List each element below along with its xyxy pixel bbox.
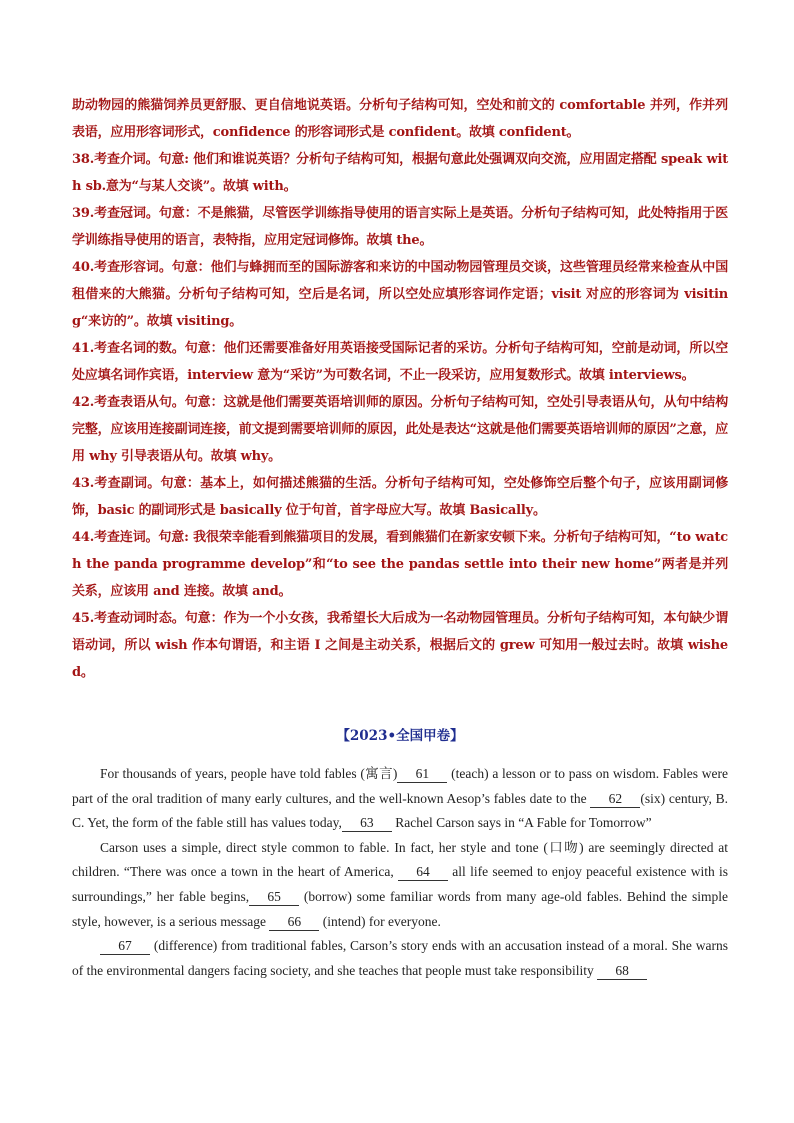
blank-66: 66 bbox=[269, 914, 319, 931]
answer-40: 40.考查形容词。句意：他们与蜂拥而至的国际游客和来访的中国动物园管理员交谈，这些管理员经常来检查从中国租借来的大熊猫。分析句子结构可知，空后是名词，所以空处应填形容词作定语；visit 对应的形容词为 visiting“来访的”。故填 visiting。 bbox=[72, 260, 728, 329]
reading-passage bbox=[72, 762, 728, 983]
answer-38: 38.考查介词。句意: 他们和谁说英语？分析句子结构可知，根据句意此处强调双向交流，应用固定搭配 speak with sb.意为“与某人交谈”。故填 with。 bbox=[72, 152, 728, 194]
answer-42: 42.考查表语从句。句意：这就是他们需要英语培训师的原因。分析句子结构可知，空处引导表语从句，从句中结构完整，应该用连接副词连接，前文提到需要培训师的原因，此处是表达“这就是他们需要英语培训师的原因”之意，应用 why 引导表语从句。故填 why。 bbox=[72, 395, 728, 464]
answer-41: 41.考查名词的数。句意：他们还需要准备好用英语接受国际记者的采访。分析句子结构可知，空前是动词，所以空处应填名词作宾语，interview 意为“采访”为可数名词，不止一段采访，应用复数形式。故填 interviews。 bbox=[72, 341, 728, 383]
blank-62: 62 bbox=[590, 791, 640, 808]
blank-64: 64 bbox=[398, 864, 448, 881]
answer-39: 39.考查冠词。句意：不是熊猫，尽管医学训练指导使用的语言实际上是英语。分析句子结构可知，此处特指用于医学训练指导使用的语言，表特指，应用定冠词修饰。故填 the。 bbox=[72, 206, 728, 248]
passage-text: Rachel Carson says in “A Fable for Tomorrow” bbox=[391, 815, 652, 831]
passage-text: (borrow) some familiar words from many age-old fables. Behind the simple style, however, is a serious message bbox=[72, 888, 728, 929]
blank-67: 67 bbox=[100, 938, 150, 955]
passage-text: all life seemed to enjoy peaceful existence with is surroundings,” her fable begins, bbox=[72, 864, 728, 904]
section-title: 【2023•全国甲卷】 bbox=[336, 728, 464, 744]
passage-paragraph-1 bbox=[72, 762, 728, 836]
passage-text: (six) century, B. C. Yet, the form of the fable still has values today, bbox=[72, 790, 728, 831]
blank-61: 61 bbox=[397, 766, 447, 783]
answer-45: 45.考查动词时态。句意：作为一个小女孩，我希望长大后成为一名动物园管理员。分析句子结构可知，本句缺少谓语动词，所以 wish 作本句谓语，和主语 I 之间是主动关系，根据后文的 grew 可知用一般过去时。故填 wished。 bbox=[72, 611, 728, 680]
blank-65: 65 bbox=[249, 889, 299, 906]
passage-text: Carson uses a simple, direct style common to fable. In fact, her style and tone (口吻) are seemingly directed at children. “There was once a town in the heart of America, bbox=[72, 839, 728, 880]
passage-text: (difference) from traditional fables, Carson’s story ends with an accusation instead of a moral. She warns of the environmental dangers facing society, and she teaches that people must take responsibility bbox=[72, 938, 728, 978]
passage-text: (intend) for everyone. bbox=[319, 913, 441, 929]
answer-44: 44.考查连词。句意: 我很荣幸能看到熊猫项目的发展，看到熊猫们在新家安顿下来。分析句子结构可知，“to watch the panda programme develop”和“to see the pandas settle into their new home”两者是并列关系，应该用 and 连接。故填 and。 bbox=[72, 530, 728, 599]
answer-43: 43.考查副词。句意：基本上，如何描述熊猫的生活。分析句子结构可知，空处修饰空后整个句子，应该用副词修饰，basic 的副词形式是 basically 位于句首，首字母应大写。故填 Basically。 bbox=[72, 476, 728, 518]
passage-paragraph-2 bbox=[72, 836, 728, 934]
passage-text: For thousands of years, people have told fables (寓言) bbox=[100, 766, 398, 781]
blank-63: 63 bbox=[342, 815, 392, 832]
blank-68: 68 bbox=[597, 963, 647, 980]
answer-37-continued: 助动物园的熊猫饲养员更舒服、更自信地说英语。分析句子结构可知，空处和前文的 comfortable 并列，作并列表语，应用形容词形式，confidence 的形容词形式是 confident。故填 confident。 bbox=[72, 98, 728, 140]
passage-paragraph-3 bbox=[72, 934, 728, 983]
answer-explanations bbox=[72, 92, 728, 686]
passage-text: (teach) a lesson or to pass on wisdom. Fables were part of the oral tradition of many early cultures, and the well-known Aesop’s fables date to the bbox=[72, 766, 728, 806]
